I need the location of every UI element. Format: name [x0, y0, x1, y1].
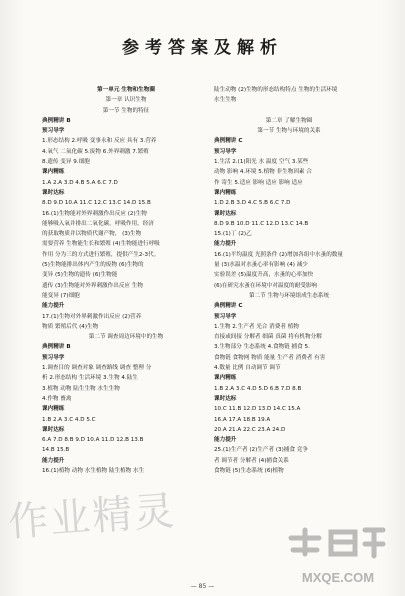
left-column-line: 能力提升	[42, 303, 65, 310]
right-column-line: 水生生物	[214, 97, 237, 104]
right-column-line: 动物 影响 4.环境 5.植物 非生物因素 合	[214, 169, 312, 176]
right-column-line: 1.B 2.A 3.C 4.D 5.D 6.B 7.D 8.B	[214, 385, 302, 392]
right-column-line: 课内精练	[214, 375, 237, 382]
right-column-line: 能力提升	[214, 241, 237, 248]
right-column-line	[214, 106, 364, 116]
left-column-line: 4.作物 畜禽	[42, 395, 72, 402]
right-column-line: 10.C 11.B 12.D 13.D 14.C 15.A	[214, 406, 301, 413]
right-column-line: 食物链 食物网 物质 能量 生产者 消费者 有害	[214, 354, 326, 361]
right-column-line: 4.数量 比例 自动调节 调节	[214, 365, 281, 372]
right-column-line: 课时达标	[214, 395, 237, 402]
right-column-line: 实验误差 (5)温度升高，水蚤的心率加快	[214, 272, 314, 279]
left-column-line: 1.B 2.A 3.C 4.D 5.C	[42, 416, 96, 423]
left-column-line: 17.(1)生物对外界刺激作出反应 (2)营养	[42, 313, 142, 320]
left-column-line: 16.(1)植物 动物 水生植物 陆生植物 水生	[42, 467, 145, 474]
left-column-line: 课时达标	[42, 189, 65, 196]
left-column-line: 课内精练	[42, 169, 65, 176]
right-column-line: 第一节 生物与环境的关系	[257, 128, 321, 135]
left-column-line: 1.调查目的 调查对象 调查路线 调查 整理 分	[42, 365, 152, 372]
left-column-line: 16.(1)生物能对外界刺激作出反应 (2)生物	[42, 210, 147, 217]
left-column-line: 第一节 生物的特征	[102, 107, 150, 114]
left-column-line: 1.形态结构 2.呼吸 变事永和 反应 具有 3.营养	[42, 138, 157, 145]
left-column-line: 变异 (5)生物的遗传 (6)生物能	[42, 272, 118, 279]
left-column-line: 3.植物 动物 陆生生物 水生生物	[42, 385, 120, 392]
right-column-line: 第二节 生物与环境组成生态系统	[248, 292, 330, 299]
right-column-line: 8.D 9.B 10.D 11.C 12.D 13.C 14.B	[214, 220, 309, 227]
watermark-logo	[283, 520, 393, 590]
left-column-line: 典例精讲 B	[42, 344, 71, 351]
left-column-line: 课时达标	[42, 426, 65, 433]
left-column-line: 课内精练	[42, 406, 65, 413]
left-column-line: 能够吸入氧并排出二氧化碳，呼吸作用，经济	[42, 220, 154, 227]
right-column-line: 食物链 (5)生态系统 (6)植物	[214, 467, 284, 474]
right-column-line: 量 (3)水温对水蚤心率有影响 (4) 减少	[214, 262, 308, 269]
left-column-line: 第一章 认识生物	[105, 97, 147, 104]
right-column-line: 第二章 了解生物圈	[265, 117, 313, 124]
left-column-line: 预习导学	[42, 128, 65, 135]
left-column-line: (5)生物能排出体内产生的废物 (6)生物的	[42, 262, 144, 269]
right-column-line: 能力提升	[214, 437, 237, 444]
right-column-line: 典例精讲 C	[214, 303, 243, 310]
right-column-line: 预习导学	[214, 313, 237, 320]
left-column-line: 的获取物质并以物质代谢产物， (3)生物	[42, 231, 142, 238]
left-column-line: 预习导学	[42, 354, 65, 361]
left-column-line: 遗传 (3)生物能对外界刺激作出反应 生物	[42, 282, 143, 289]
left-column-line: 能力提升	[42, 457, 65, 464]
right-column-line: 3.生物部分 生态系统 4.食物链 捕食 5.	[214, 344, 310, 351]
left-column-line: 物质 繁殖后代 (4)生物	[42, 323, 99, 330]
left-column-line: 8.遗传 变异 9.细胞	[42, 159, 90, 166]
watermark-handwriting: 作业精灵	[6, 488, 178, 546]
right-column	[214, 85, 364, 566]
right-column-line: 1.生活 2.(1)阳光 水 温度 空气 3.某些	[214, 159, 309, 166]
page-title: 参考答案及解析	[122, 38, 283, 58]
right-column-line: 课时达标	[214, 210, 237, 217]
right-column-line: 直接或间接 分解者 细菌 真菌 将有机物分解	[214, 334, 322, 341]
right-column-line: 1.生物 2.生产者 光合 消费者 植物	[214, 323, 299, 330]
left-column-line: 1.A 2.A 3.D 4.B 5.A 6.C 7.D	[42, 179, 118, 186]
right-column-line: 1.D 2.B 3.D 4.C 5.B 6.C 7.D	[214, 200, 291, 207]
right-column-line: 课内精练	[214, 189, 237, 196]
right-column-line: (6)在研究水蚤在环境中对温度的耐受影响	[214, 282, 318, 289]
watermark-logo-text: MXQE.COM	[301, 570, 375, 585]
left-column-line: 6.A 7.D 8.B 9.D 10.A 11.D 12.B 13.B	[42, 437, 144, 444]
left-column-line: 14.B 15.B	[42, 447, 70, 454]
left-column-line: 典例精讲 B	[42, 117, 71, 124]
left-column-line: 析 2.形态结构 生活环境 3.生物 4.陆生	[42, 375, 138, 382]
left-column-line: 4.氧气 二氧化碳 5.废物 6.外界刺激 7.繁殖	[42, 148, 149, 155]
right-column-line: 25.(1)生产者 (2)生产者 (3)捕食 竞争	[214, 447, 308, 454]
right-column-line: 16.(1)平均温度 光照条件 (2)增加各组中水蚤的数量	[214, 251, 343, 258]
right-column-line: 15.(1)丁 (2)乙	[214, 231, 252, 238]
right-column-line: 16.A 17.A 18.B 19.A	[214, 416, 271, 423]
left-column-line: 作用 分为三的方式进行繁殖，提供产生2-3代。	[42, 251, 160, 258]
right-column-line: 20.A 21.A 22.C 23.A 24.D	[214, 426, 286, 433]
right-column-line: 者 调节者 分解者 (4)捕食关系	[214, 457, 289, 464]
right-column-line: 预习导学	[214, 148, 237, 155]
left-column-line: 第一单元 生物和生物圈	[97, 87, 155, 93]
left-column-line: 能变异 (7)细胞	[42, 292, 80, 299]
page-number: — 85 —	[190, 583, 215, 590]
left-column-line: 第二节 调查周边环境中的生物	[88, 334, 164, 341]
right-column-line: 作 寄生 5.适应 影响 适应 影响 适应	[214, 179, 303, 186]
right-column-line: 典例精讲 C	[214, 138, 243, 145]
left-column-line: 需要营养 生物能生长和繁殖 (4)生物能进行呼吸	[42, 241, 160, 248]
left-column-line: 8.D 9.D 10.A 11.C 12.C 13.C 14.D 15.B	[42, 200, 151, 207]
right-column-line: 陆生动物 (2)生物的形态结构特点 生物的生活环境	[214, 87, 338, 93]
